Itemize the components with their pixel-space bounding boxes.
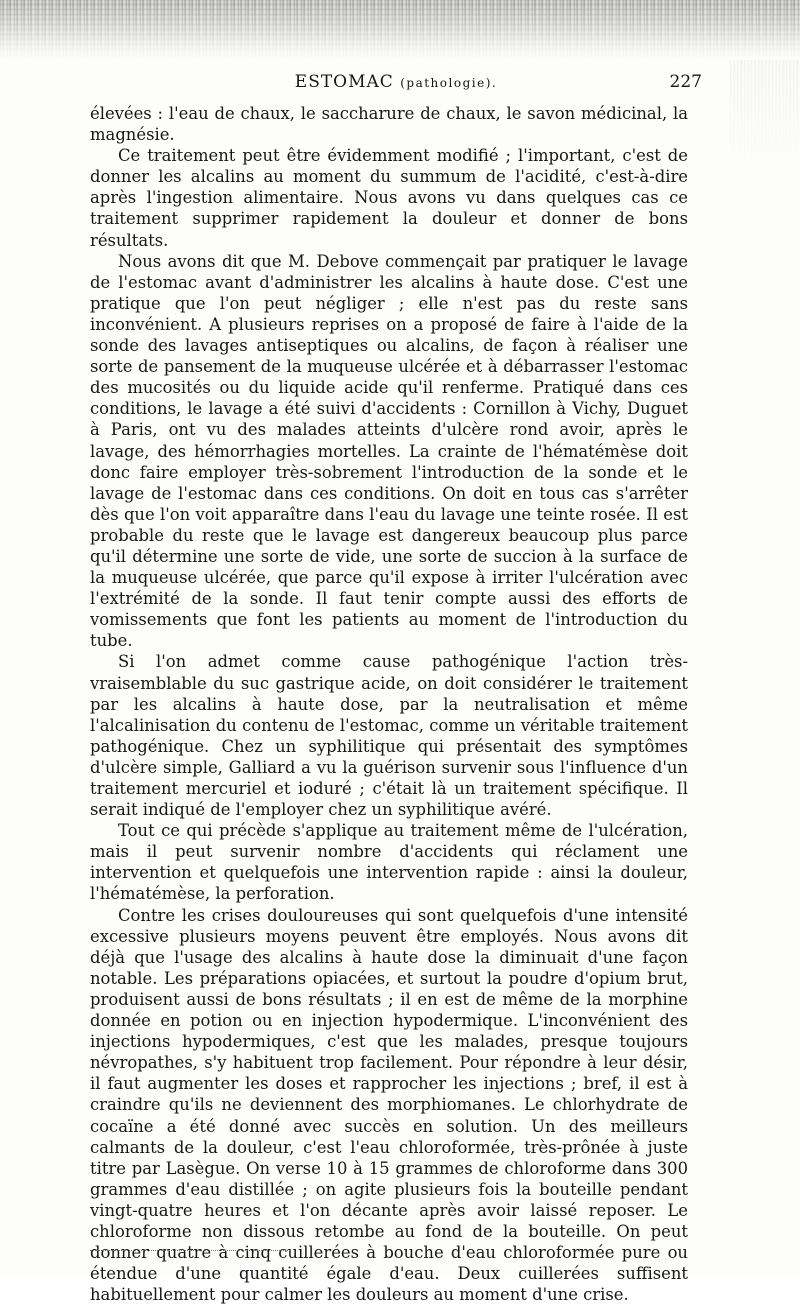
paragraph: Tout ce qui précède s'applique au traitement même de l'ulcération, mais il peut survenir nombre d'accidents qui réclament une intervention et quelquefois une intervention rapide : ainsi la douleur, l'hématémèse, la perforation. <box>90 821 688 904</box>
header-title: ESTOMAC <box>294 72 394 92</box>
paragraph-continued: élevées : l'eau de chaux, le saccharure de chaux, le savon médicinal, la magnésie. <box>90 104 688 145</box>
paragraph: Nous avons dit que M. Debove commençait par pratiquer le lavage de l'estomac avant d'administrer les alcalins à haute dose. C'est une pratique que l'on peut négliger ; elle n'est pas du reste sans inconvénient. A plusieurs reprises on a proposé de faire à l'aide de la sonde des lavages antiseptiques ou alcalins, de façon à réaliser une sorte de pansement de la muqueuse ulcérée et à débarrasser l'estomac des mucosités ou du liquide acide qu'il renferme. Pratiqué dans ces conditions, le lavage a été suivi d'accidents : Cornillon à Vichy, Duguet à Paris, ont vu des malades atteints d'ulcère rond avoir, après le lavage, des hémorrhagies mortelles. La crainte de l'hématémèse doit donc faire employer très-sobrement l'introduction de la sonde et le lavage de l'estomac dans ces conditions. On doit en tous cas s'arrêter dès que l'on voit apparaître dans l'eau du lavage une teinte rosée. Il est probable du reste que le lavage est dangereux beaucoup plus parce qu'il détermine une sorte de vide, une sorte de succion à la surface de la muqueuse ulcérée, que parce qu'il expose à irriter l'ulcération avec l'extrémité de la sonde. Il faut tenir compte aussi des efforts de vomissements que font les patients au moment de l'introduction du tube. <box>90 251 688 651</box>
paragraph: Si l'on admet comme cause pathogénique l'action très-vraisemblable du suc gastrique acide, on doit considérer le traitement par les alcalins à haute dose, par la neutralisation et même l'alcalinisation du contenu de l'estomac, comme un véritable traitement pathogénique. Chez un syphilitique qui présentait des symptômes d'ulcère simple, Galliard a vu la guérison survenir sous l'influence d'un traitement mercuriel et ioduré ; c'était là un traitement spécifique. Il serait indiqué de l'employer chez un syphilitique avéré. <box>90 652 688 820</box>
scan-noise-right <box>730 60 800 180</box>
header-subtitle: (pathologie). <box>400 76 498 90</box>
footer-dotted-rule <box>90 1250 290 1251</box>
scan-noise-top <box>0 0 800 60</box>
paragraph: Ce traitement peut être évidemment modifié ; l'important, c'est de donner les alcalins au moment du summum de l'acidité, c'est-à-dire après l'ingestion alimentaire. Nous avons vu dans quelques cas ce traitement supprimer rapidement la douleur et donner de bons résultats. <box>90 146 688 250</box>
running-header <box>90 72 702 98</box>
running-title <box>90 72 702 92</box>
page-number: 227 <box>669 72 702 92</box>
body-text <box>90 103 688 1305</box>
paragraph: Contre les crises douloureuses qui sont quelquefois d'une intensité excessive plusieurs moyens peuvent être employés. Nous avons dit déjà que l'usage des alcalins à haute dose la diminuait d'une façon notable. Les préparations opiacées, et surtout la poudre d'opium brut, produisent aussi de bons résultats ; il en est de même de la morphine donnée en potion ou en injection hypodermique. L'inconvénient des injections hypodermiques, c'est que les malades, presque toujours névropathes, s'y habituent trop facilement. Pour répondre à leur désir, il faut augmenter les doses et rapprocher les injections ; bref, il est à craindre qu'ils ne deviennent des morphiomanes. Le chlorhydrate de cocaïne a été donné avec succès en solution. Un des meilleurs calmants de la douleur, c'est l'eau chloroformée, très-prônée à juste titre par Lasègue. On verse 10 à 15 grammes de chloroforme dans 300 grammes d'eau distillée ; on agite plusieurs fois la bouteille pendant vingt-quatre heures et l'on décante après avoir laissé reposer. Le chloroforme non dissous retombe au fond de la bouteille. On peut donner quatre à cinq cuillerées à bouche d'eau chloroformée pure ou étendue d'une quantité égale d'eau. Deux cuillerées suffisent habituellement pour calmer les douleurs au moment d'une crise. <box>90 905 688 1305</box>
